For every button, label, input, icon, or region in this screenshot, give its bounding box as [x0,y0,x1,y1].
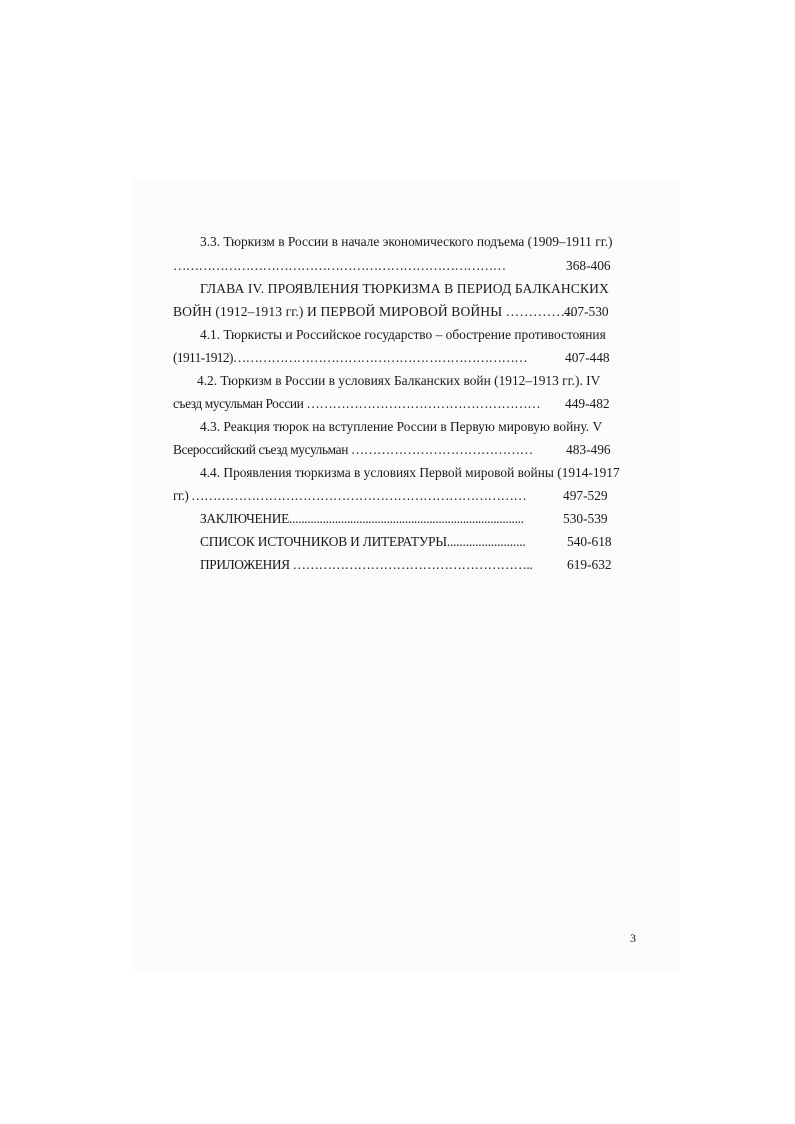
toc-entry-4-3-pages: 483-496 [566,442,611,457]
toc-chapter-4-title-cont: ВОЙН (1912–1913 гг.) И ПЕРВОЙ МИРОВОЙ ВОЙНЫ …………… [173,304,575,319]
toc-entry-4-4-pages: 497-529 [563,488,608,503]
toc-entry-4-1-pages: 407-448 [565,350,610,365]
toc-entry-3-3-leader: …………………………………………………………………… [173,258,506,273]
toc-entry-4-2-title: 4.2. Тюркизм в России в условиях Балканских войн (1912–1913 гг.). IV [197,373,601,388]
toc-chapter-4-title: ГЛАВА IV. ПРОЯВЛЕНИЯ ТЮРКИЗМА В ПЕРИОД БАЛКАНСКИХ [200,281,609,296]
toc-conclusion-label: ЗАКЛЮЧЕНИЕ............................................................................. [200,511,524,526]
toc-appendix-pages: 619-632 [567,557,612,572]
toc-entry-4-3-title: 4.3. Реакция тюрок на вступление России в Первую мировую войну. V [200,419,603,434]
toc-entry-4-2-title-cont: съезд мусульман России ……………………………………………… [173,396,541,411]
toc-conclusion-pages: 530-539 [563,511,608,526]
toc-sources-label: СПИСОК ИСТОЧНИКОВ И ЛИТЕРАТУРЫ......................... [200,534,526,549]
toc-entry-4-1-title-cont: (1911-1912)…………………………………………………………… [173,350,528,365]
page-number: 3 [630,931,636,945]
toc-entry-3-3-pages: 368-406 [566,258,611,273]
toc-entry-3-3-title: 3.3. Тюркизм в России в начале экономического подъема (1909–1911 гг.) [200,234,613,249]
toc-entry-4-2-pages: 449-482 [565,396,610,411]
toc-appendix-label: ПРИЛОЖЕНИЯ ……………………………………………….. [200,557,533,572]
toc-entry-4-4-title-cont: гг.) …………………………………………………………………… [173,488,527,503]
toc-sources-pages: 540-618 [567,534,612,549]
toc-entry-4-1-title: 4.1. Тюркисты и Российское государство – обострение противостояния [200,327,606,342]
toc-entry-4-4-title: 4.4. Проявления тюркизма в условиях Первой мировой войны (1914-1917 [200,465,620,480]
toc-chapter-4-pages: 407-530 [564,304,609,319]
toc-entry-4-3-title-cont: Всероссийский съезд мусульман …………………………………… [173,442,533,457]
